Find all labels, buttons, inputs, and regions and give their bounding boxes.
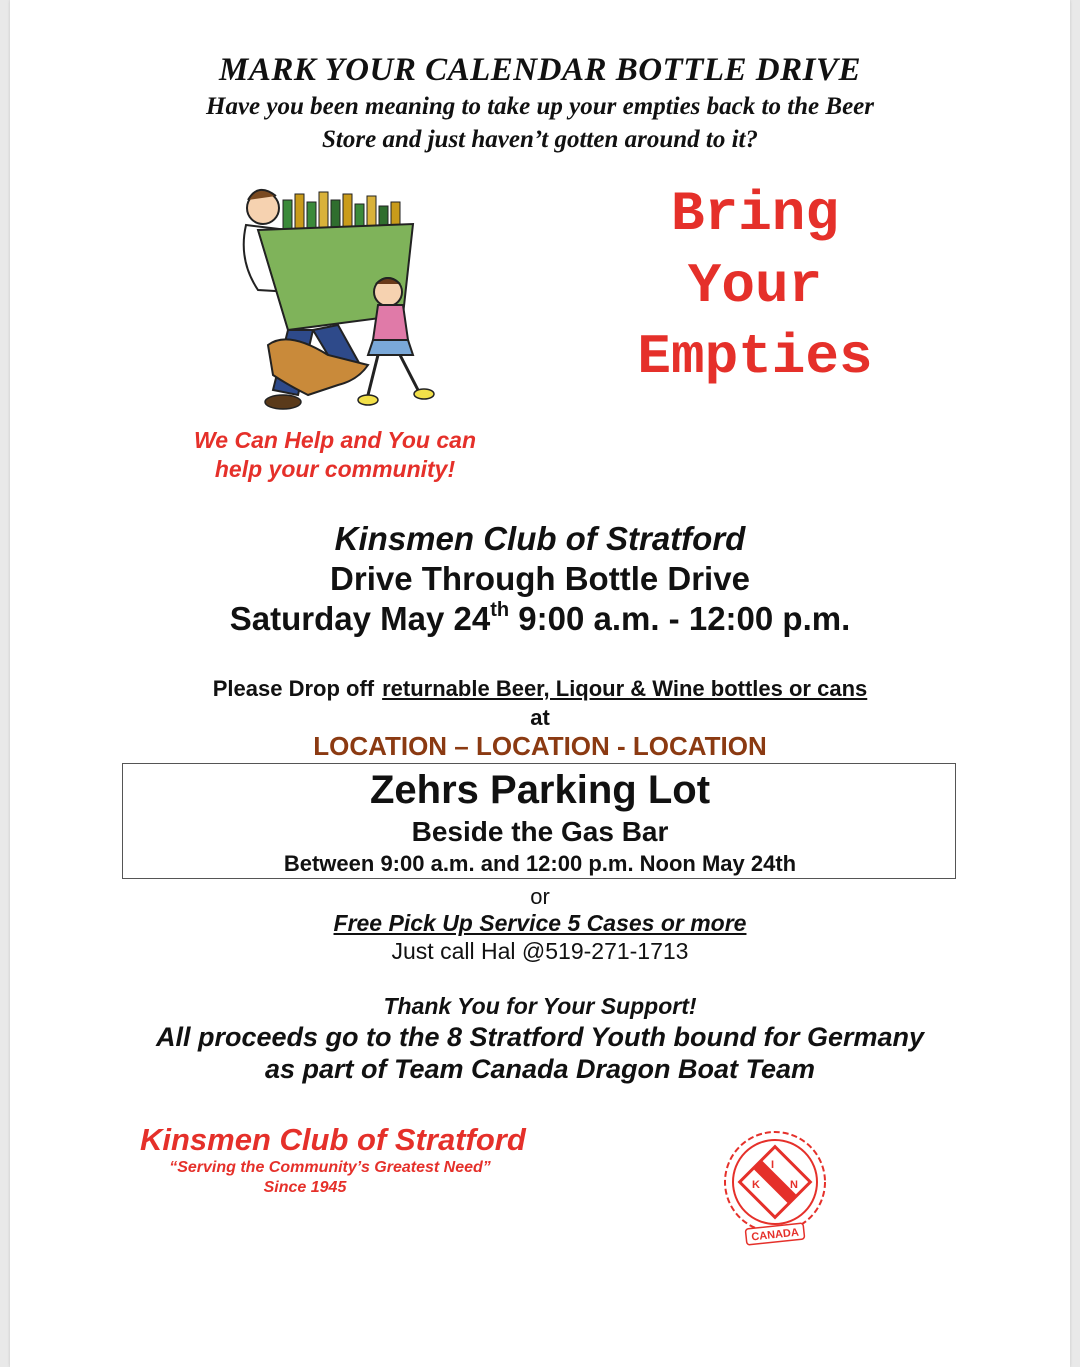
event-type: Drive Through Bottle Drive [330, 560, 750, 597]
footer-since: Since 1945 [263, 1179, 347, 1196]
logo-letter-i: I [771, 1159, 775, 1171]
location-detail: Beside the Gas Bar [411, 816, 669, 847]
footer-club-name: Kinsmen Club of Stratford [140, 1122, 526, 1157]
dropoff-items: returnable Beer, Liqour & Wine bottles or cans [382, 676, 868, 701]
footer-motto: “Serving the Community’s Greatest Need” [169, 1159, 491, 1176]
pickup-contact: Just call Hal @519-271-1713 [391, 938, 689, 964]
kin-canada-logo [712, 1122, 838, 1248]
pickup-service: Free Pick Up Service 5 Cases or more [333, 910, 747, 936]
event-date-suffix: th [490, 599, 510, 621]
headline-line-2: Your [687, 254, 823, 318]
dropoff-lead: Please Drop off [212, 676, 375, 701]
proceeds-line-2: as part of Team Canada Dragon Boat Team [264, 1054, 816, 1084]
location-header: LOCATION – LOCATION - LOCATION [313, 731, 767, 761]
dropoff-at: at [530, 705, 550, 730]
event-time: 9:00 a.m. - 12:00 p.m. [509, 600, 851, 637]
family-carrying-bottles-illustration [228, 180, 458, 420]
subtitle-line-2: Store and just haven’t gotten around to it? [322, 126, 758, 153]
flyer-title: MARK YOUR CALENDAR BOTTLE DRIVE [218, 52, 862, 88]
or-separator: or [530, 884, 550, 909]
tagline-line-1: We Can Help and You can [193, 427, 477, 453]
thanks-line: Thank You for Your Support! [383, 993, 697, 1019]
logo-letter-k: K [752, 1179, 760, 1191]
logo-text: CANADA [750, 1226, 800, 1244]
location-name: Zehrs Parking Lot [369, 768, 711, 812]
headline-line-1: Bring [670, 182, 840, 246]
event-date-prefix: Saturday May 24 [229, 600, 491, 637]
proceeds-line-1: All proceeds go to the 8 Stratford Youth bound for Germany [155, 1022, 925, 1052]
dropoff-instructions [10, 676, 1070, 702]
event-club-name: Kinsmen Club of Stratford [334, 520, 746, 557]
headline-line-3: Empties [637, 325, 873, 389]
event-date [10, 600, 1070, 638]
flyer-subtitle [10, 90, 1070, 156]
tagline [170, 426, 500, 484]
location-hours: Between 9:00 a.m. and 12:00 p.m. Noon May 24th [283, 851, 797, 876]
subtitle-line-1: Have you been meaning to take up your empties back to the Beer [206, 93, 874, 120]
tagline-line-2: help your community! [214, 456, 456, 482]
logo-letter-n: N [790, 1179, 798, 1191]
flyer-page [10, 0, 1070, 1367]
